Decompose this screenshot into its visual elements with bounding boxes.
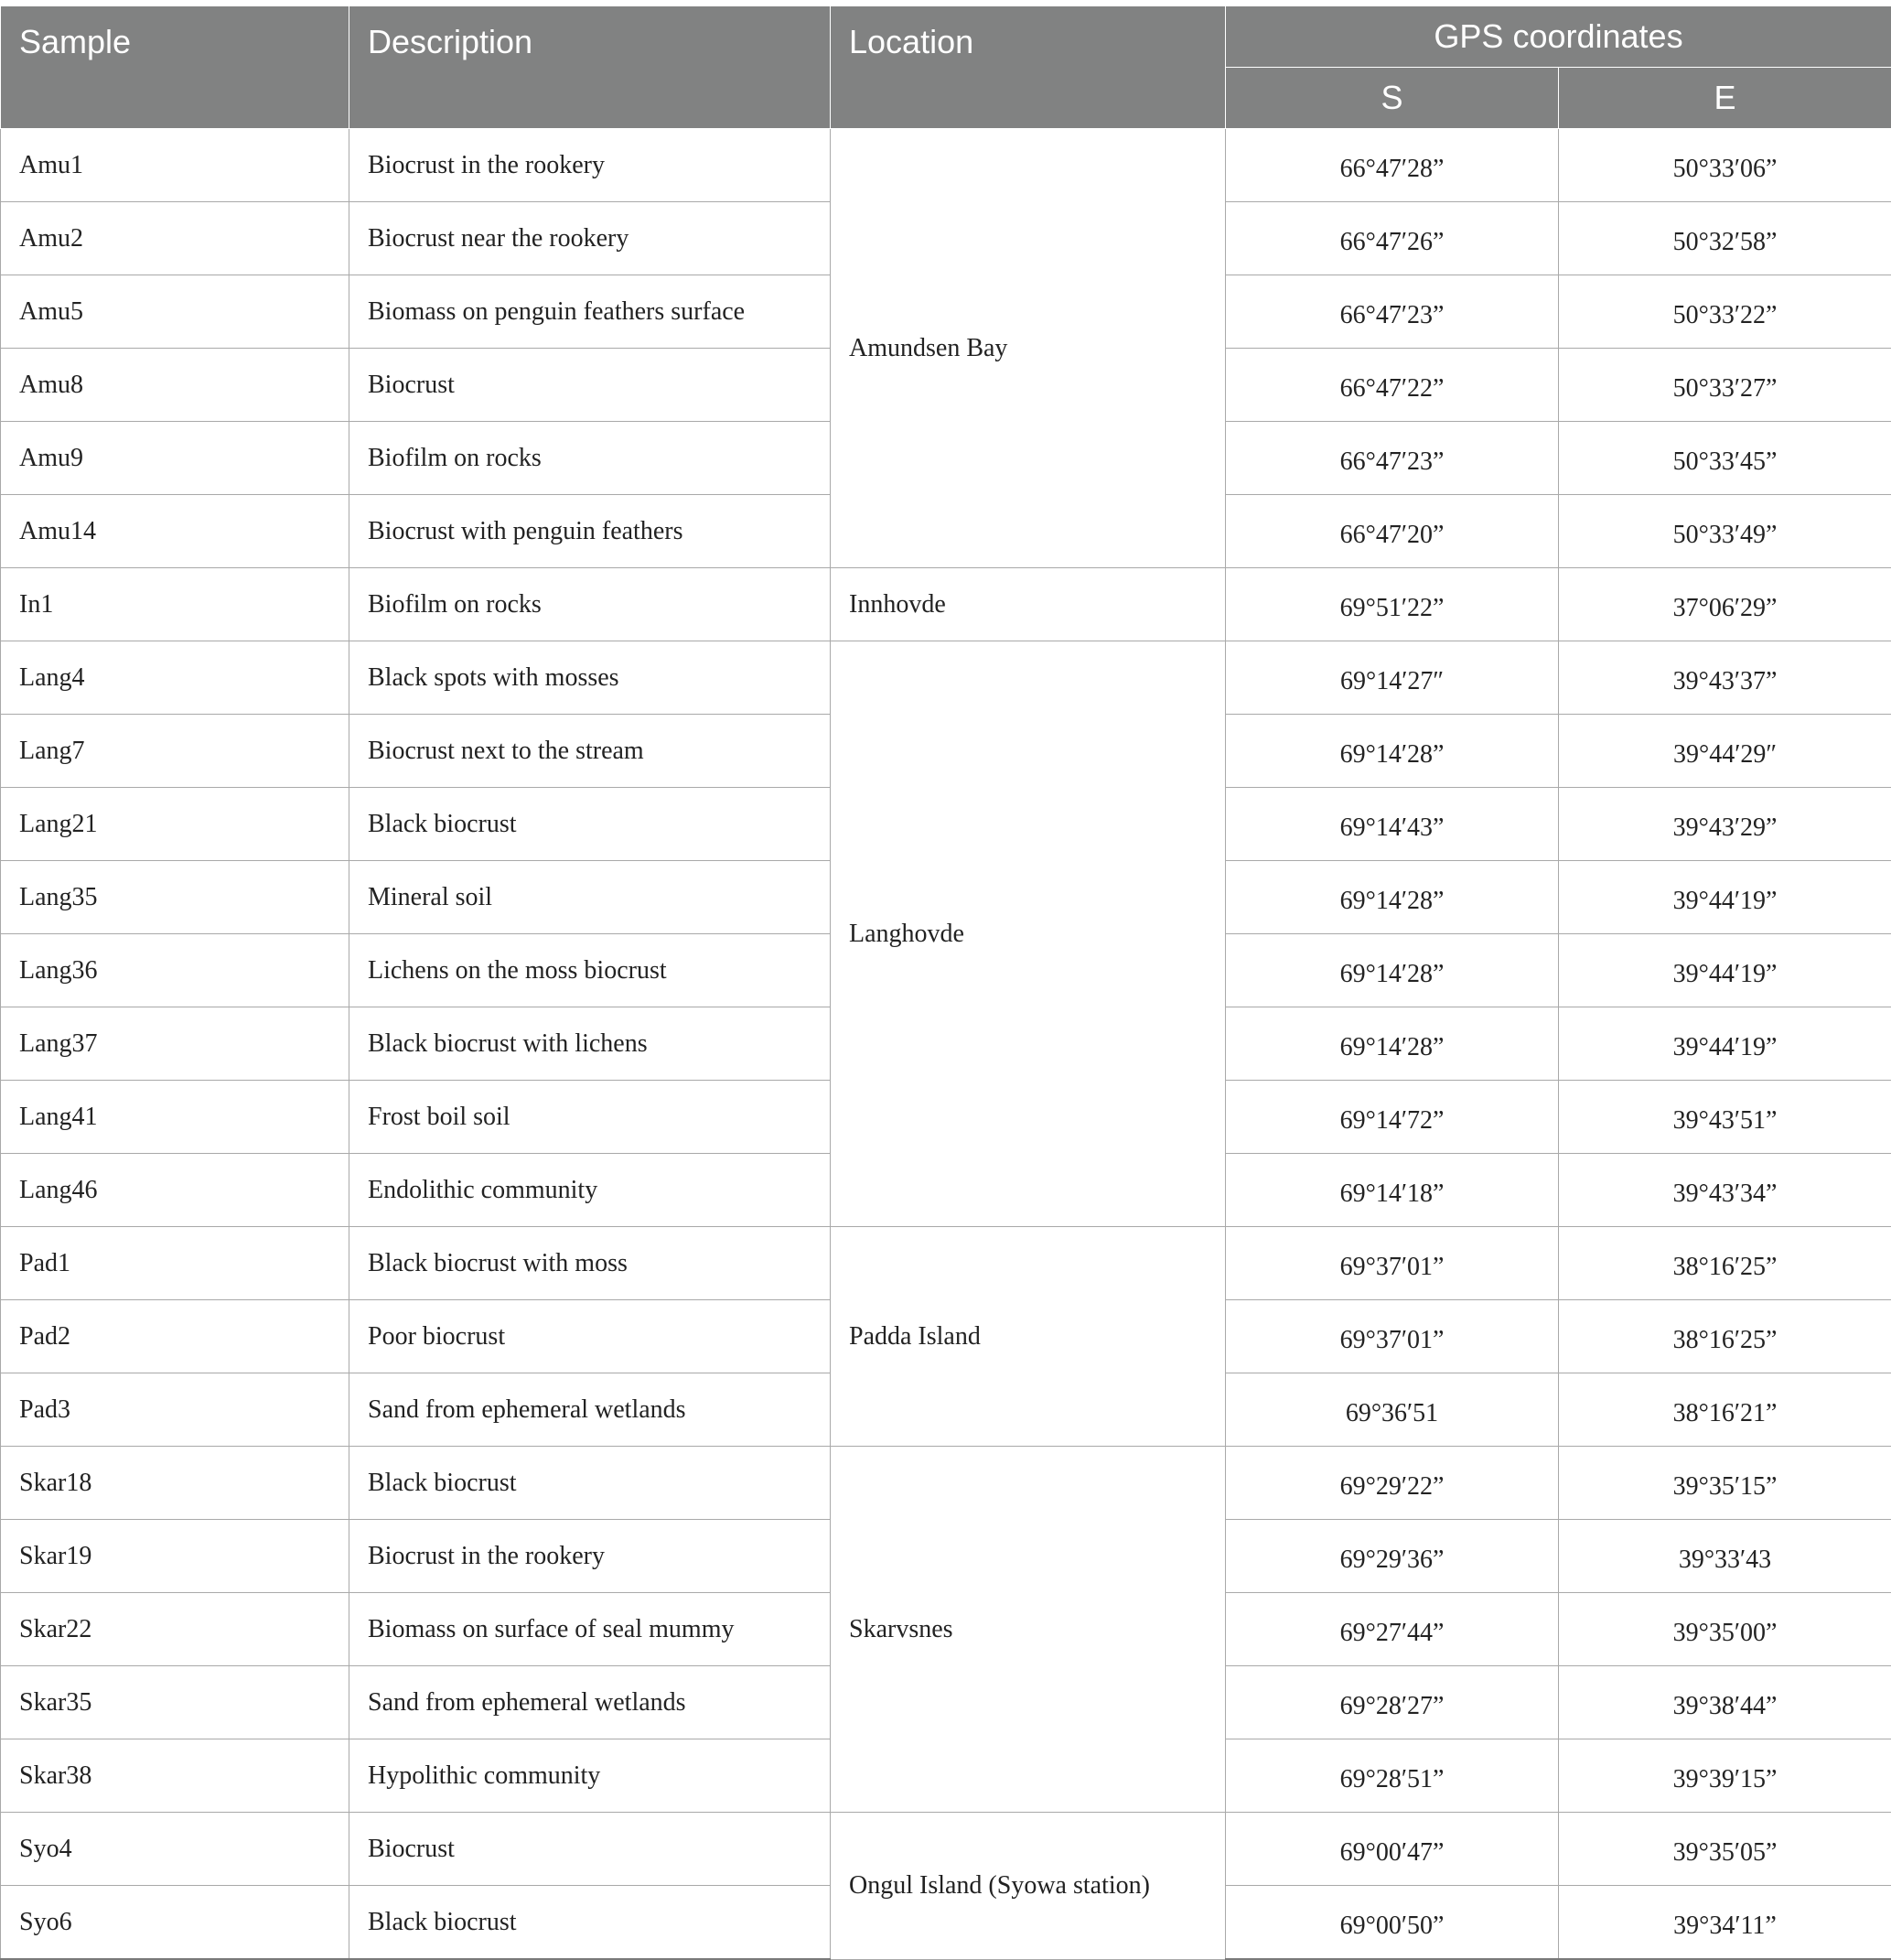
cell-location: Amundsen Bay [831, 129, 1226, 568]
cell-gps-e: 39°35′15” [1559, 1447, 1891, 1520]
cell-gps-e: 38°16′21” [1559, 1373, 1891, 1447]
cell-sample: Lang46 [1, 1154, 349, 1227]
cell-sample: Lang36 [1, 934, 349, 1007]
cell-location: Padda Island [831, 1227, 1226, 1447]
cell-description: Biocrust [349, 349, 831, 422]
cell-sample: Lang4 [1, 641, 349, 715]
cell-location: Langhovde [831, 641, 1226, 1227]
cell-description: Lichens on the moss biocrust [349, 934, 831, 1007]
cell-gps-s: 69°14′28” [1226, 934, 1559, 1007]
cell-gps-s: 69°28′27” [1226, 1666, 1559, 1739]
cell-sample: Syo4 [1, 1813, 349, 1886]
header-e: E [1559, 68, 1891, 129]
cell-gps-s: 66°47′22” [1226, 349, 1559, 422]
cell-description: Sand from ephemeral wetlands [349, 1666, 831, 1739]
cell-gps-s: 69°00′47” [1226, 1813, 1559, 1886]
cell-gps-e: 38°16′25” [1559, 1227, 1891, 1300]
header-gps-coordinates: GPS coordinates [1226, 6, 1891, 68]
cell-gps-e: 37°06′29” [1559, 568, 1891, 641]
cell-description: Biofilm on rocks [349, 568, 831, 641]
cell-description: Frost boil soil [349, 1081, 831, 1154]
cell-gps-e: 50°33′27” [1559, 349, 1891, 422]
table-row [1, 1227, 1891, 1300]
cell-gps-e: 50°33′45” [1559, 422, 1891, 495]
header-sample: Sample [1, 6, 349, 129]
cell-gps-s: 66°47′26” [1226, 202, 1559, 275]
cell-gps-s: 69°51′22” [1226, 568, 1559, 641]
cell-sample: In1 [1, 568, 349, 641]
cell-gps-e: 39°39′15” [1559, 1739, 1891, 1813]
table-row [1, 568, 1891, 641]
cell-sample: Pad2 [1, 1300, 349, 1373]
cell-sample: Skar19 [1, 1520, 349, 1593]
cell-gps-s: 69°29′22” [1226, 1447, 1559, 1520]
cell-description: Sand from ephemeral wetlands [349, 1373, 831, 1447]
cell-gps-e: 39°35′05” [1559, 1813, 1891, 1886]
cell-gps-s: 69°29′36” [1226, 1520, 1559, 1593]
cell-sample: Amu2 [1, 202, 349, 275]
cell-description: Black biocrust [349, 1886, 831, 1960]
cell-sample: Amu5 [1, 275, 349, 349]
cell-sample: Lang7 [1, 715, 349, 788]
cell-description: Biocrust near the rookery [349, 202, 831, 275]
cell-gps-e: 50°33′22” [1559, 275, 1891, 349]
cell-gps-s: 66°47′23” [1226, 275, 1559, 349]
cell-location: Skarvsnes [831, 1447, 1226, 1813]
cell-description: Black biocrust with lichens [349, 1007, 831, 1081]
cell-gps-e: 39°44′19” [1559, 861, 1891, 934]
cell-gps-e: 50°33′49” [1559, 495, 1891, 568]
cell-description: Biomass on surface of seal mummy [349, 1593, 831, 1666]
cell-gps-s: 66°47′23” [1226, 422, 1559, 495]
cell-description: Mineral soil [349, 861, 831, 934]
cell-gps-s: 69°14′72” [1226, 1081, 1559, 1154]
cell-gps-e: 39°35′00” [1559, 1593, 1891, 1666]
cell-gps-s: 69°28′51” [1226, 1739, 1559, 1813]
cell-description: Biocrust in the rookery [349, 129, 831, 202]
cell-gps-s: 69°14′28” [1226, 715, 1559, 788]
cell-gps-e: 39°33′43 [1559, 1520, 1891, 1593]
cell-gps-e: 39°44′19” [1559, 934, 1891, 1007]
gps-samples-table [0, 5, 1891, 1960]
cell-description: Biocrust [349, 1813, 831, 1886]
cell-gps-e: 39°44′19” [1559, 1007, 1891, 1081]
header-row [1, 6, 1891, 68]
cell-sample: Syo6 [1, 1886, 349, 1960]
cell-gps-e: 39°43′34” [1559, 1154, 1891, 1227]
cell-gps-s: 69°37′01” [1226, 1227, 1559, 1300]
table-row [1, 1813, 1891, 1886]
cell-gps-s: 66°47′28” [1226, 129, 1559, 202]
cell-description: Endolithic community [349, 1154, 831, 1227]
cell-gps-s: 69°14′18” [1226, 1154, 1559, 1227]
cell-gps-e: 39°44′29″ [1559, 715, 1891, 788]
cell-gps-s: 69°14′27″ [1226, 641, 1559, 715]
cell-sample: Lang21 [1, 788, 349, 861]
cell-gps-s: 66°47′20” [1226, 495, 1559, 568]
cell-gps-e: 39°38′44” [1559, 1666, 1891, 1739]
cell-gps-e: 39°43′29” [1559, 788, 1891, 861]
cell-description: Biocrust in the rookery [349, 1520, 831, 1593]
cell-gps-e: 50°33′06” [1559, 129, 1891, 202]
cell-gps-s: 69°14′43” [1226, 788, 1559, 861]
table-header [1, 6, 1891, 129]
cell-gps-e: 39°34′11” [1559, 1886, 1891, 1960]
cell-description: Black biocrust [349, 788, 831, 861]
cell-description: Poor biocrust [349, 1300, 831, 1373]
cell-sample: Amu8 [1, 349, 349, 422]
table-row [1, 129, 1891, 202]
cell-description: Biomass on penguin feathers surface [349, 275, 831, 349]
cell-description: Black biocrust [349, 1447, 831, 1520]
table-row [1, 641, 1891, 715]
cell-gps-e: 39°43′51” [1559, 1081, 1891, 1154]
cell-description: Biocrust next to the stream [349, 715, 831, 788]
cell-sample: Amu14 [1, 495, 349, 568]
header-location: Location [831, 6, 1226, 129]
cell-gps-s: 69°27′44” [1226, 1593, 1559, 1666]
cell-sample: Pad3 [1, 1373, 349, 1447]
cell-location: Innhovde [831, 568, 1226, 641]
cell-gps-s: 69°14′28” [1226, 1007, 1559, 1081]
cell-gps-e: 38°16′25” [1559, 1300, 1891, 1373]
cell-gps-s: 69°00′50” [1226, 1886, 1559, 1960]
cell-description: Biofilm on rocks [349, 422, 831, 495]
cell-sample: Skar18 [1, 1447, 349, 1520]
table-row [1, 1447, 1891, 1520]
cell-sample: Pad1 [1, 1227, 349, 1300]
table-body [1, 129, 1891, 1960]
cell-location: Ongul Island (Syowa station) [831, 1813, 1226, 1960]
header-description: Description [349, 6, 831, 129]
cell-description: Hypolithic community [349, 1739, 831, 1813]
cell-sample: Lang35 [1, 861, 349, 934]
cell-gps-e: 50°32′58” [1559, 202, 1891, 275]
header-s: S [1226, 68, 1559, 129]
cell-description: Black spots with mosses [349, 641, 831, 715]
cell-sample: Skar35 [1, 1666, 349, 1739]
cell-gps-s: 69°36′51 [1226, 1373, 1559, 1447]
cell-description: Biocrust with penguin feathers [349, 495, 831, 568]
cell-gps-s: 69°14′28” [1226, 861, 1559, 934]
cell-sample: Lang41 [1, 1081, 349, 1154]
data-table-container [0, 5, 1891, 1960]
cell-sample: Lang37 [1, 1007, 349, 1081]
cell-sample: Skar38 [1, 1739, 349, 1813]
cell-sample: Amu1 [1, 129, 349, 202]
cell-gps-e: 39°43′37” [1559, 641, 1891, 715]
cell-gps-s: 69°37′01” [1226, 1300, 1559, 1373]
cell-description: Black biocrust with moss [349, 1227, 831, 1300]
cell-sample: Amu9 [1, 422, 349, 495]
cell-sample: Skar22 [1, 1593, 349, 1666]
